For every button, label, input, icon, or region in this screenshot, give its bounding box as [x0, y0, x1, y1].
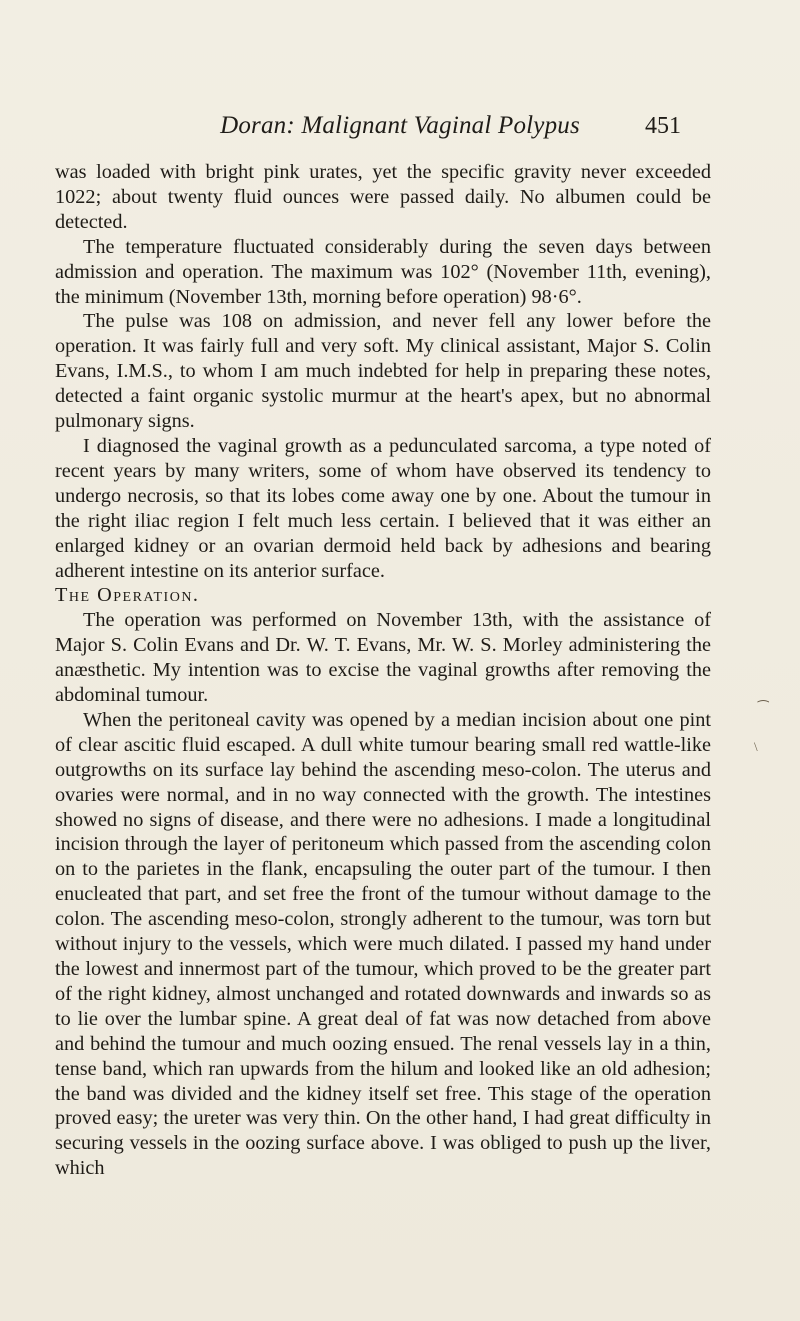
paragraph-diagnosis: I diagnosed the vaginal growth as a pedunculated sarcoma, a type noted of recent years by many writers, some of whom have observed its tendency to undergo necrosis, so that its lobes come away one by one. About the tumour in the right iliac region I felt much less certain. I believed that it was either an enlarged kidney or an ovarian dermoid held back by adhesions and bearing adherent intestine on its anterior surface.	[55, 434, 711, 582]
body-text	[55, 160, 711, 1181]
paragraph-operation-details: When the peritoneal cavity was opened by a median incision about one pint of clear ascitic fluid escaped. A dull white tumour bearing small red wattle-like outgrowths on its surface lay behind the ascending meso-colon. The uterus and ovaries were normal, and in no way connected with the growth. The intestines showed no signs of disease, and there were no adhesions. I made a longitudinal incision through the layer of peritoneum which passed from the ascending colon on to the parietes in the flank, encapsuling the outer part of the tumour. I then enucleated that part, and set free the front of the tumour without damage to the colon. The ascending meso-colon, strongly adherent to the tumour, was torn but without injury to the vessels, which were much dilated. I passed my hand under the lowest and innermost part of the tumour, which proved to be the greater part of the right kidney, almost unchanged and rotated downwards and inwards so as to lie over the lumbar spine. A great deal of fat was now detached from above and behind the tumour and much oozing ensued. The renal vessels lay in a thin, tense band, which ran upwards from the hilum and looked like an old adhesion; the band was divided and the kidney itself set free. This stage of the operation proved easy; the ureter was very thin. On the other hand, I had great difficulty in securing vessels in the oozing surface above. I was obliged to push up the liver, which	[55, 708, 711, 1180]
page-number: 451	[645, 113, 681, 139]
paragraph-urine: was loaded with bright pink urates, yet the specific gravity never exceeded 1022; about twenty fluid ounces were passed daily. No albumen could be detected.	[55, 161, 711, 233]
section-heading: The Operation.	[55, 584, 200, 607]
running-head	[0, 112, 800, 146]
paragraph-pulse: The pulse was 108 on admission, and never fell any lower before the operation. It was fairly full and very soft. My clinical assistant, Major S. Colin Evans, I.M.S., to whom I am much indebted for help in preparing these notes, detected a faint organic systolic murmur at the heart's apex, but no abnormal pulmonary signs.	[55, 310, 711, 433]
margin-pencil-mark: \	[754, 739, 758, 754]
margin-pencil-mark: ⁀	[758, 700, 769, 715]
paragraph-operation-intro: The operation was performed on November 13th, with the assistance of Major S. Colin Evans and Dr. W. T. Evans, Mr. W. S. Morley administering the anæsthetic. My intention was to excise the vaginal growths after removing the abdominal tumour.	[55, 609, 711, 707]
paragraph-temperature: The temperature fluctuated considerably during the seven days between admission and operation. The maximum was 102° (November 11th, evening), the minimum (November 13th, morning before operation) 98·6°.	[55, 235, 711, 308]
running-head-title: Doran: Malignant Vaginal Polypus	[220, 112, 580, 139]
